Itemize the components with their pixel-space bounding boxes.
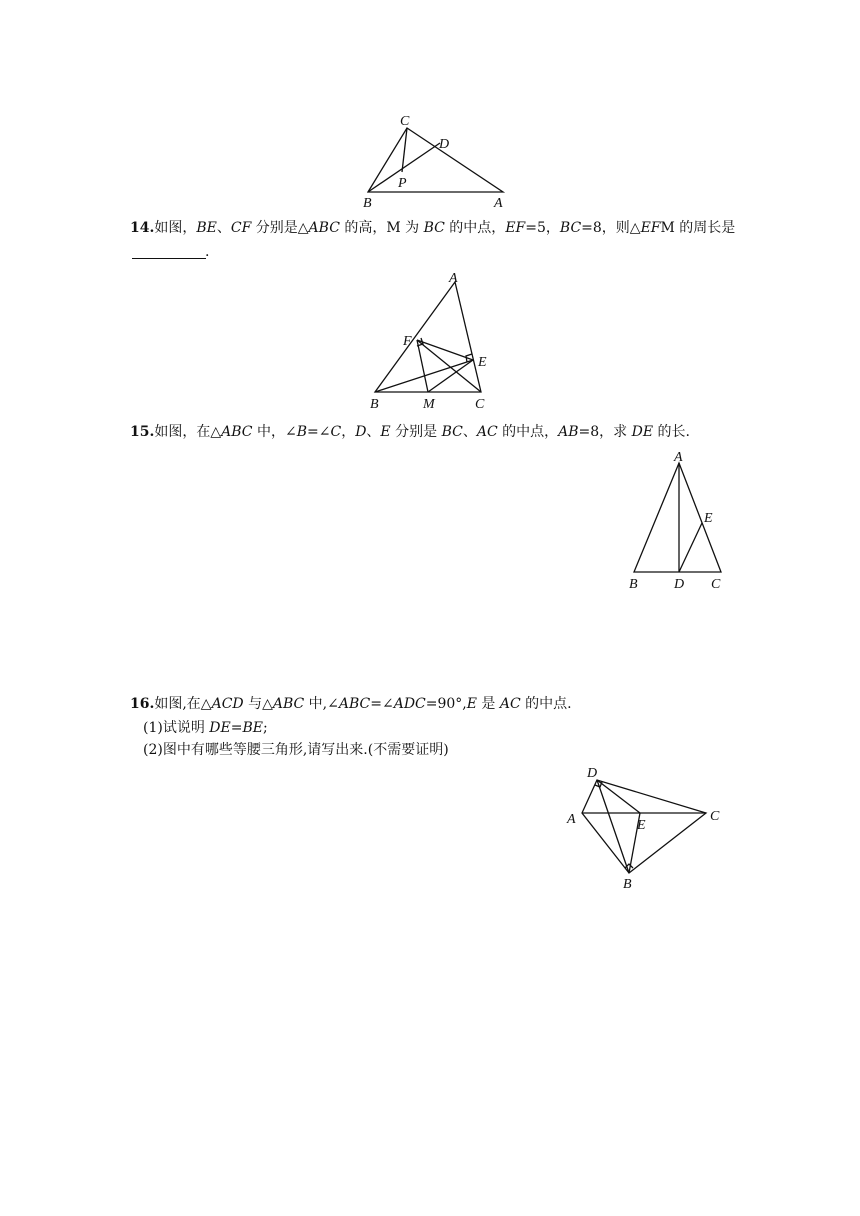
answer-blank[interactable] xyxy=(132,244,206,259)
label-f: F xyxy=(403,334,412,349)
label-e: E xyxy=(704,511,713,526)
label-c: C xyxy=(475,397,485,412)
question-number: 14. xyxy=(130,220,155,236)
label-e: E xyxy=(637,818,646,833)
label-d: D xyxy=(674,577,685,592)
figure-q15 xyxy=(620,448,735,596)
label-b: B xyxy=(370,397,379,412)
triangle-abc-altitudes-diagram xyxy=(365,272,500,412)
label-p: P xyxy=(398,176,407,191)
label-c: C xyxy=(711,577,721,592)
figure-q16 xyxy=(560,760,730,895)
triangle-abc-diagram-q13 xyxy=(355,110,525,210)
segment-ef xyxy=(417,340,473,360)
question-16-part-1: (1)试说明 DE=BE; xyxy=(143,720,268,736)
question-16-part-2: (2)图中有哪些等腰三角形,请写出来.(不需要证明) xyxy=(143,742,449,758)
question-14: 14.如图，BE、CF 分别是△ABC 的高，M 为 BC 的中点，EF=5，BC=8，则△EFM 的周长是 xyxy=(130,220,736,236)
label-b: B xyxy=(623,877,632,892)
triangle-abc-edges xyxy=(368,128,503,192)
quadrilateral-acbd-diagram xyxy=(560,760,730,895)
answer-blank-period: . xyxy=(205,244,210,260)
label-m: M xyxy=(423,397,435,412)
figure-q13 xyxy=(355,110,525,210)
segment-de xyxy=(679,523,702,572)
label-a: A xyxy=(567,812,576,827)
segment-db xyxy=(597,780,629,873)
triangle-abc-edges xyxy=(375,282,481,392)
question-15: 15.如图，在△ABC 中，∠B=∠C，D、E 分别是 BC、AC 的中点，AB=8，求 DE 的长. xyxy=(130,424,690,440)
label-d: D xyxy=(439,137,450,152)
label-c: C xyxy=(400,114,410,129)
figure-q14 xyxy=(365,272,500,412)
question-16: 16.如图,在△ACD 与△ABC 中,∠ABC=∠ADC=90°,E 是 AC 的中点. xyxy=(130,696,572,712)
label-a: A xyxy=(449,271,458,286)
label-a: A xyxy=(674,450,683,465)
label-b: B xyxy=(363,196,372,211)
label-c: C xyxy=(710,809,720,824)
label-d: D xyxy=(587,766,598,781)
question-number: 15. xyxy=(130,424,155,440)
label-e: E xyxy=(478,355,487,370)
label-b: B xyxy=(629,577,638,592)
segment-de xyxy=(597,780,640,813)
segment-em xyxy=(428,360,473,392)
label-a: A xyxy=(494,196,503,211)
question-number: 16. xyxy=(130,696,155,712)
isosceles-triangle-diagram xyxy=(620,448,735,596)
